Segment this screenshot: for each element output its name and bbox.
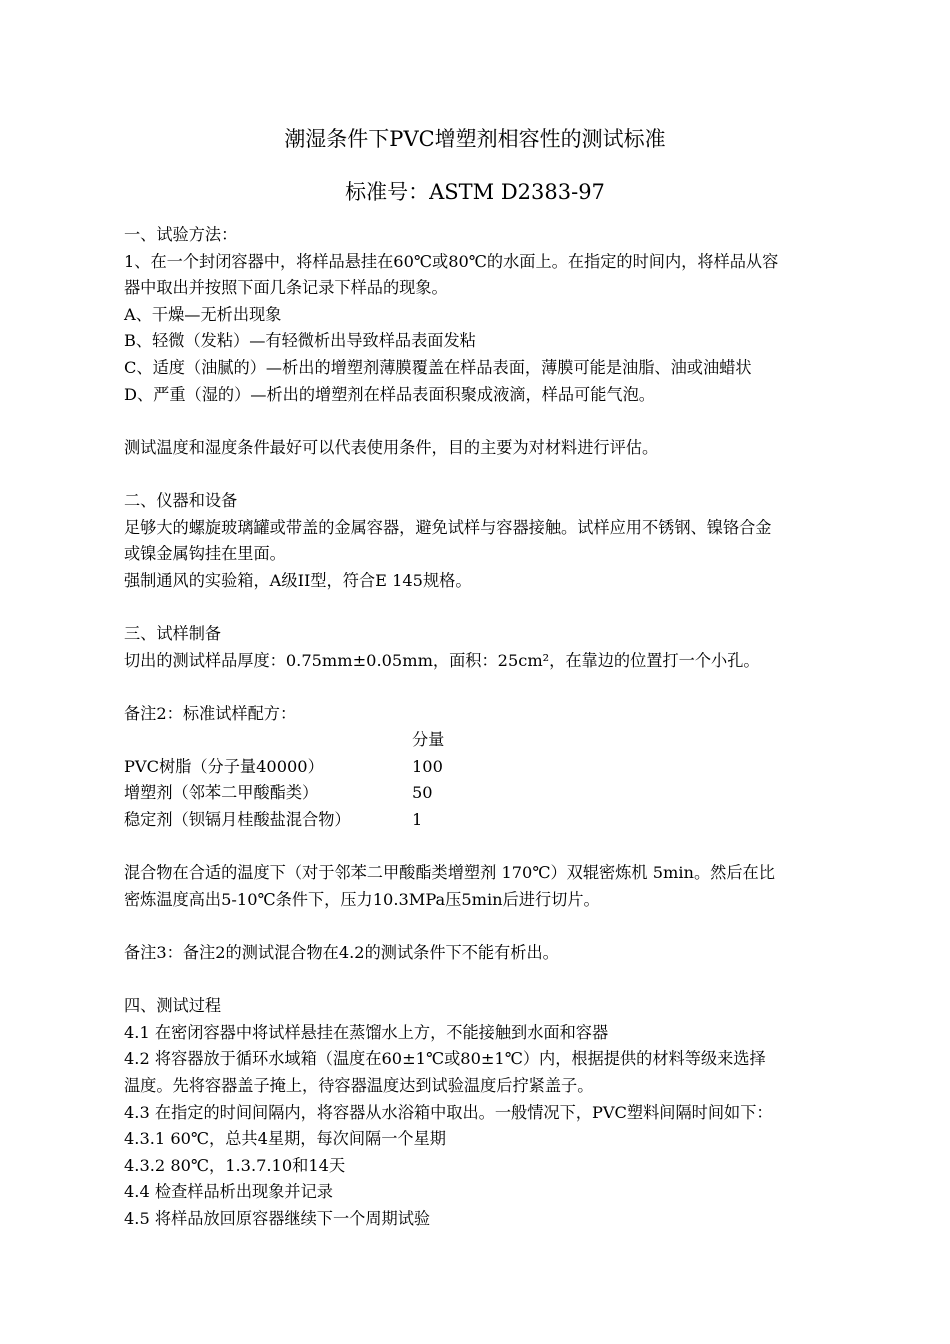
section-3-paragraph: 切出的测试样品厚度：0.75mm±0.05mm，面积：25cm²，在靠边的位置打一个小孔。 bbox=[124, 650, 760, 670]
procedure-step: 4.3 在指定的时间间隔内，将容器从水浴箱中取出。一般情况下，PVC塑料间隔时间如下： bbox=[124, 1102, 773, 1122]
spacer bbox=[124, 674, 886, 701]
section-2-paragraph: 强制通风的实验箱，A级II型，符合E 145规格。 bbox=[124, 570, 472, 590]
standard-number: 标准号：ASTM D2383-97 bbox=[345, 180, 605, 204]
section-1-note: 测试温度和湿度条件最好可以代表使用条件，目的主要为对材料进行评估。 bbox=[124, 437, 659, 457]
spacer bbox=[124, 408, 886, 435]
procedure-step-continued: 温度。先将容器盖子掩上，待容器温度达到试验温度后拧紧盖子。 bbox=[124, 1076, 594, 1095]
section-3-heading: 三、试样制备 bbox=[124, 623, 222, 643]
section-2-heading: 二、仪器和设备 bbox=[124, 490, 238, 510]
procedure-step: 4.5 将样品放回原容器继续下一个周期试验 bbox=[124, 1208, 431, 1228]
section-1-paragraph-line: 1、在一个封闭容器中，将样品悬挂在60℃或80℃的水面上。在指定的时间内，将样品从容 bbox=[124, 251, 779, 271]
spacer bbox=[124, 967, 886, 994]
mixing-paragraph-line: 密炼温度高出5-10℃条件下，压力10.3MPa压5min后进行切片。 bbox=[124, 889, 600, 909]
procedure-step: 4.4 检查样品析出现象并记录 bbox=[124, 1182, 333, 1202]
procedure-substep: 4.3.1 60℃，总共4星期，每次间隔一个星期 bbox=[124, 1129, 446, 1149]
grade-b: B、轻微（发粘）—有轻微析出导致样品表面发粘 bbox=[124, 331, 476, 351]
spacer bbox=[124, 913, 886, 940]
grade-a: A、干燥—无析出现象 bbox=[124, 304, 282, 324]
section-4-heading: 四、测试过程 bbox=[124, 996, 222, 1016]
formula-value: 100 bbox=[412, 756, 443, 776]
spacer bbox=[124, 461, 886, 488]
section-2-paragraph-line: 或镍金属钩挂在里面。 bbox=[124, 544, 286, 564]
procedure-step: 4.2 将容器放于循环水域箱（温度在60±1℃或80±1℃）内，根据提供的材料等级来选择 bbox=[124, 1049, 766, 1069]
document-body bbox=[124, 222, 886, 1233]
note-2-heading: 备注2：标准试样配方： bbox=[124, 703, 297, 723]
formula-table-row bbox=[124, 807, 886, 834]
section-2-paragraph-line: 足够大的螺旋玻璃罐或带盖的金属容器，避免试样与容器接触。试样应用不锈钢、镍铬合金 bbox=[124, 517, 772, 537]
section-1-heading: 一、试验方法： bbox=[124, 225, 238, 244]
formula-table-row bbox=[124, 754, 886, 781]
formula-table-row bbox=[124, 780, 886, 807]
formula-table-col-header: 分量 bbox=[412, 730, 445, 750]
spacer bbox=[124, 594, 886, 621]
formula-value: 50 bbox=[412, 783, 433, 803]
spacer bbox=[124, 834, 886, 861]
formula-table-header-blank bbox=[124, 727, 412, 754]
formula-name: 稳定剂（钡镉月桂酸盐混合物） bbox=[124, 810, 351, 830]
formula-value: 1 bbox=[412, 810, 423, 830]
formula-name: 增塑剂（邻苯二甲酸酯类） bbox=[124, 783, 319, 803]
note-3: 备注3：备注2的测试混合物在4.2的测试条件下不能有析出。 bbox=[124, 943, 559, 963]
grade-c: C、适度（油腻的）—析出的增塑剂薄膜覆盖在样品表面，薄膜可能是油脂、油或油蜡状 bbox=[124, 357, 752, 377]
formula-name: PVC树脂（分子量40000） bbox=[124, 756, 324, 776]
mixing-paragraph-line: 混合物在合适的温度下（对于邻苯二甲酸酯类增塑剂 170℃）双辊密炼机 5min。然后在比 bbox=[124, 863, 775, 883]
procedure-substep: 4.3.2 80℃，1.3.7.10和14天 bbox=[124, 1155, 346, 1175]
section-1-paragraph-line: 器中取出并按照下面几条记录下样品的现象。 bbox=[124, 278, 448, 298]
document-title: 潮湿条件下PVC增塑剂相容性的测试标准 bbox=[284, 127, 666, 151]
formula-table-header bbox=[124, 727, 886, 754]
procedure-step: 4.1 在密闭容器中将试样悬挂在蒸馏水上方，不能接触到水面和容器 bbox=[124, 1022, 609, 1042]
grade-d: D、严重（湿的）—析出的增塑剂在样品表面积聚成液滴，样品可能气泡。 bbox=[124, 384, 655, 404]
